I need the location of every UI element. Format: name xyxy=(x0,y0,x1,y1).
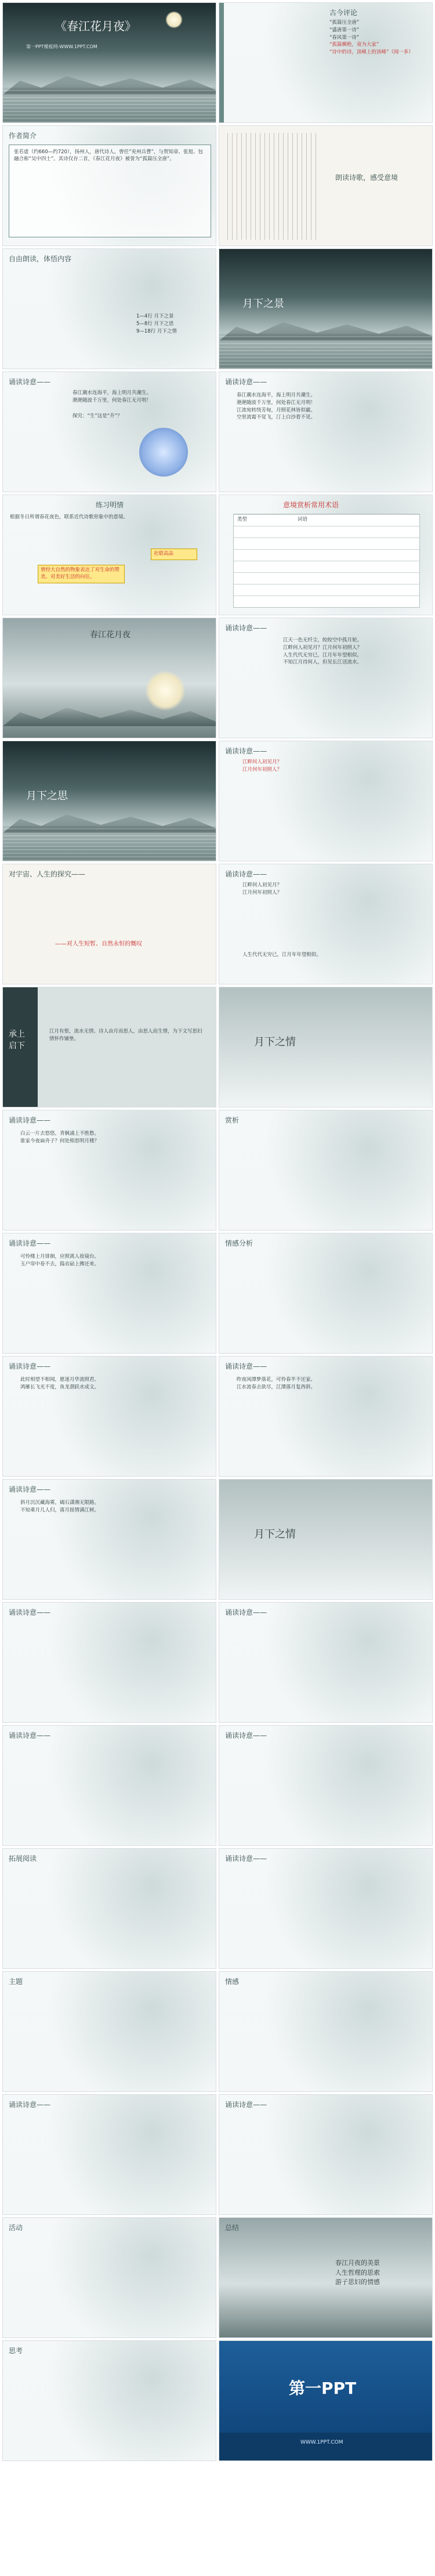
slide-1[interactable] xyxy=(2,2,216,123)
poem-line: 谁家今夜扁舟子？何处相思明月楼？ xyxy=(20,1138,100,1144)
slide-title: 月下之情 xyxy=(254,1036,296,1048)
slide-34[interactable] xyxy=(219,1971,433,2092)
slide-7[interactable] xyxy=(2,371,216,492)
brand-url: WWW.1PPT.COM xyxy=(300,2440,343,2445)
slide-5[interactable] xyxy=(2,248,216,369)
slide-18[interactable] xyxy=(219,987,433,1107)
poem-line: 江月何年初照人？ xyxy=(242,889,282,896)
slide-30[interactable] xyxy=(219,1725,433,1846)
slide-38[interactable] xyxy=(219,2217,433,2338)
slide-title: 承上启下 xyxy=(9,1030,25,1051)
structure-list xyxy=(136,313,177,335)
badge-note: 社联高品 xyxy=(151,549,197,560)
slide-8[interactable] xyxy=(219,371,433,492)
poem-line: 不知江月待何人，但见长江送流水。 xyxy=(283,659,362,666)
slide-title: 活动 xyxy=(9,2224,23,2232)
poem-line: 滟滟随波千万里，何处春江无月明！ xyxy=(237,399,316,406)
review-line: “春风第一诗” xyxy=(329,34,360,41)
slide-title: 对宇宙、人生的探究—— xyxy=(9,870,86,878)
slide-40[interactable] xyxy=(219,2340,433,2461)
slide-title: 自由朗读，体悟内容 xyxy=(9,255,72,263)
slide-title: 主题 xyxy=(9,1978,23,1986)
slide-title: 赏析 xyxy=(225,1116,240,1124)
table-header: 词语 xyxy=(298,517,308,522)
slide-title: 意境赏析常用术语 xyxy=(283,501,339,509)
slide-title: 春江花月夜 xyxy=(90,630,130,640)
practice-text: 根据冬日所谓春花夜色，联系近代诗歌形象中的意境。 xyxy=(10,514,129,520)
slide-21[interactable] xyxy=(2,1233,216,1354)
structure-row: 9—18行 月下之情 xyxy=(136,328,177,334)
poem-line: 江水流春去欲尽，江潭落月复西斜。 xyxy=(237,1384,316,1390)
inquiry-hint: 探究：“生”这是“升”？ xyxy=(72,413,122,419)
slide-title: 月下之情 xyxy=(254,1528,296,1540)
slide-35[interactable] xyxy=(2,2094,216,2215)
slide-36[interactable] xyxy=(219,2094,433,2215)
structure-row: 5—8行 月下之思 xyxy=(136,320,174,327)
slide-15[interactable] xyxy=(2,864,216,984)
slide-title: 诵读诗意—— xyxy=(225,1855,267,1863)
slide-14[interactable] xyxy=(219,741,433,861)
slide-title: 诵读诗意—— xyxy=(225,870,267,878)
slide-title: 诵读诗意—— xyxy=(9,378,51,386)
slide-26[interactable] xyxy=(219,1479,433,1600)
poem-line: 春江潮水连海平，海上明月共潮生。 xyxy=(72,390,152,396)
slide-title: 诵读诗意—— xyxy=(9,1239,51,1247)
slide-grid xyxy=(2,2,433,2461)
slide-title: 《春江花月夜》 xyxy=(55,19,136,33)
summary-line: 人生哲理的思索 xyxy=(335,2268,380,2276)
review-line: “盛唐第一诗” xyxy=(329,27,360,33)
slide-title: 诵读诗意—— xyxy=(225,1608,267,1617)
slide-3[interactable] xyxy=(2,125,216,246)
water-waves xyxy=(3,826,216,861)
slide-12[interactable] xyxy=(219,618,433,738)
slide-25[interactable] xyxy=(2,1479,216,1600)
summary-line: 春江月夜的美景 xyxy=(335,2259,380,2267)
slide-39[interactable] xyxy=(2,2340,216,2461)
poem-line: 江月何年初照人？ xyxy=(242,766,282,773)
poem-line: 玉户帘中卷不去，捣衣砧上拂还来。 xyxy=(20,1261,100,1267)
slide-28[interactable] xyxy=(219,1602,433,1723)
moon-image xyxy=(139,428,188,477)
slide-4[interactable] xyxy=(219,125,433,246)
review-line: “诗中的诗，顶峰上的顶峰”（闻一多） xyxy=(329,49,414,55)
moon-icon xyxy=(145,670,186,711)
poem-line: 昨夜闲潭梦落花，可怜春半不还家。 xyxy=(237,1377,316,1383)
poem-line: 江畔何人初见月？ xyxy=(242,759,282,765)
slide-title: 月下之景 xyxy=(242,298,284,310)
slide-title: 情感 xyxy=(225,1978,240,1986)
review-line: “孤篇压全唐” xyxy=(329,20,360,26)
slide-title: 练习明情 xyxy=(96,501,124,509)
terms-table xyxy=(233,514,420,608)
transition-text: 江月有恨，流水无情。诗人由月而思人，由思人而生情，为下文写思妇情怀作铺垫。 xyxy=(49,1029,202,1042)
slide-19[interactable] xyxy=(2,1110,216,1231)
slide-title: 总结 xyxy=(225,2224,240,2232)
review-list xyxy=(329,19,414,56)
slide-title: 朗读诗歌，感受意境 xyxy=(335,174,398,182)
conclusion-text: ——对人生短暂、自然永恒的慨叹 xyxy=(55,941,142,947)
slide-29[interactable] xyxy=(2,1725,216,1846)
poem-line: 江流宛转绕芳甸，月照花林皆似霰。 xyxy=(237,407,316,413)
slide-20[interactable] xyxy=(219,1110,433,1231)
poem-line: 空里流霜不觉飞，汀上白沙看不见。 xyxy=(237,414,316,421)
slide-16[interactable] xyxy=(219,864,433,984)
poem-line: 鸿雁长飞光不度，鱼龙潜跃水成文。 xyxy=(20,1384,100,1390)
slide-13[interactable] xyxy=(2,741,216,861)
slide-footer: 第一PPT模板网-WWW.1PPT.COM xyxy=(26,44,97,49)
poem-lines xyxy=(20,1130,99,1145)
slide-31[interactable] xyxy=(2,1848,216,1969)
poem-lines xyxy=(20,1499,99,1514)
poem-lines xyxy=(237,392,316,421)
poem-lines xyxy=(242,759,282,774)
slide-title: 诵读诗意—— xyxy=(9,1485,51,1493)
water-waves xyxy=(3,88,216,122)
poem-lines xyxy=(237,1376,316,1391)
poem-line: 江畔何人初见月？ xyxy=(242,882,282,888)
summary-line: 游子思妇的情感 xyxy=(335,2278,380,2286)
slide-title: 诵读诗意—— xyxy=(225,624,267,632)
slide-6[interactable] xyxy=(219,248,433,369)
slide-title: 诵读诗意—— xyxy=(225,2101,267,2109)
review-line: “孤篇横绝，竟为大家” xyxy=(329,42,379,48)
poem-line: 斜月沉沉藏海雾，碣石潇湘无限路。 xyxy=(20,1500,100,1506)
slide-title: 诵读诗意—— xyxy=(9,2101,51,2109)
calligraphy-image xyxy=(227,133,320,240)
poem-line: 春江潮水连海平，海上明月共潮生。 xyxy=(237,392,316,398)
poem-line: 江天一色无纤尘，皎皎空中孤月轮。 xyxy=(283,637,362,643)
slide-title: 古今评论 xyxy=(329,9,358,17)
footer-banner xyxy=(219,2433,432,2460)
slide-title: 诵读诗意—— xyxy=(9,1731,51,1740)
slide-title: 思考 xyxy=(9,2347,23,2355)
slide-33[interactable] xyxy=(2,1971,216,2092)
slide-2[interactable] xyxy=(219,2,433,123)
slide-title: 诵读诗意—— xyxy=(9,1362,51,1370)
poem-lines xyxy=(20,1253,99,1268)
tree-silhouette xyxy=(3,703,216,726)
slide-11[interactable] xyxy=(2,618,216,738)
poem-lines xyxy=(242,882,282,897)
slide-9[interactable] xyxy=(2,495,216,615)
structure-row: 1—4行 月下之景 xyxy=(136,313,174,319)
poem-line: 江畔何人初见月？江月何年初照人？ xyxy=(283,644,362,651)
author-intro: 张若虚（约660—约720），扬州人，唐代诗人。曾任“兖州兵曹”，与贺知章、张旭、包融合称“吴中四士”。其诗仅存二首，《春江花月夜》被誉为“孤篇压全唐”。 xyxy=(9,145,211,237)
slide-32[interactable] xyxy=(219,1848,433,1969)
slide-title: 情感分析 xyxy=(225,1239,253,1247)
poem-line: 此时相望不相闻，愿逐月华流照君。 xyxy=(20,1377,100,1383)
slide-title: 诵读诗意—— xyxy=(225,1731,267,1740)
poem-line: 不知乘月几人归，落月摇情满江树。 xyxy=(20,1507,100,1513)
moon-icon xyxy=(165,11,183,28)
slide-title: 诵读诗意—— xyxy=(9,1116,51,1124)
slide-title: 诵读诗意—— xyxy=(225,1362,267,1370)
brand-logo: 第一PPT xyxy=(289,2379,357,2398)
slide-title: 作者简介 xyxy=(9,132,37,140)
poem-line: 可怜楼上月徘徊，应照离人妆镜台。 xyxy=(20,1254,100,1260)
slide-title: 诵读诗意—— xyxy=(225,378,267,386)
slide-23[interactable] xyxy=(2,1356,216,1477)
poem-line: 白云一片去悠悠，青枫浦上不胜愁。 xyxy=(20,1131,100,1137)
slide-24[interactable] xyxy=(219,1356,433,1477)
slide-27[interactable] xyxy=(2,1602,216,1723)
water-waves xyxy=(219,334,432,369)
yellow-note: 曾经大自然的物象表达了对生命的赞美、对美好生活的向往。 xyxy=(38,565,125,583)
slide-22[interactable] xyxy=(219,1233,433,1354)
slide-37[interactable] xyxy=(2,2217,216,2338)
table-header: 类型 xyxy=(237,517,248,522)
slide-10[interactable] xyxy=(219,495,433,615)
slide-title: 诵读诗意—— xyxy=(225,747,267,755)
poem-note: 人生代代无穷已，江月年年望相似。 xyxy=(242,952,322,958)
side-stripe xyxy=(219,3,224,122)
slide-title: 拓展阅读 xyxy=(9,1855,37,1863)
slide-17[interactable] xyxy=(2,987,216,1107)
poem-line: 人生代代无穷已，江月年年望相似。 xyxy=(283,652,362,658)
poem-lines xyxy=(283,637,362,666)
poem-lines xyxy=(20,1376,99,1391)
poem-lines xyxy=(72,389,151,405)
slide-title: 月下之思 xyxy=(26,790,68,802)
summary-lines xyxy=(335,2258,380,2288)
slide-title: 诵读诗意—— xyxy=(9,1608,51,1617)
poem-line: 滟滟随波千万里，何处春江无月明！ xyxy=(72,397,152,403)
